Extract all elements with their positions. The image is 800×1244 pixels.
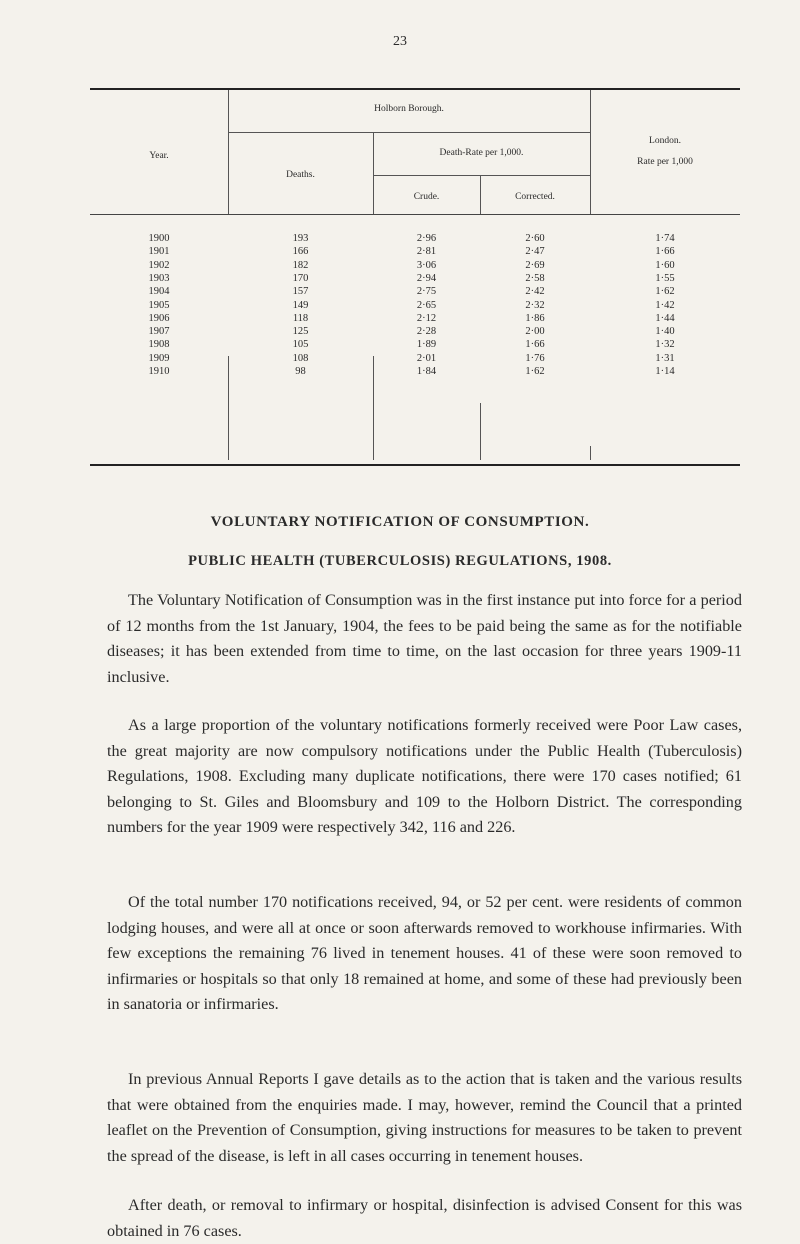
table-bottom-rule bbox=[90, 464, 740, 466]
header-london-rate: Rate per 1,000 bbox=[637, 157, 693, 167]
header-death-rate: Death-Rate per 1,000. bbox=[439, 148, 524, 158]
cell-deaths: 157 bbox=[292, 286, 309, 298]
cell-deaths: 98 bbox=[295, 366, 306, 377]
cell-london: 1·62 bbox=[655, 286, 675, 298]
header-deaths: Deaths. bbox=[286, 170, 315, 180]
header-divider-london bbox=[590, 90, 591, 214]
cell-london: 1·14 bbox=[655, 366, 675, 377]
cell-london: 1·60 bbox=[655, 259, 675, 271]
header-holborn: Holborn Borough. bbox=[374, 104, 444, 114]
header-bottom-rule bbox=[90, 214, 740, 215]
cell-crude: 2·94 bbox=[416, 272, 437, 284]
body-divider-london bbox=[590, 446, 591, 460]
cell-deaths: 105 bbox=[292, 339, 309, 351]
cell-crude: 3·06 bbox=[416, 259, 437, 271]
cell-corrected: 1·76 bbox=[525, 352, 545, 364]
page-number: 23 bbox=[393, 34, 407, 49]
cell-deaths: 149 bbox=[292, 299, 309, 311]
cell-year: 1900 bbox=[148, 233, 170, 244]
cell-corrected: 2·32 bbox=[525, 299, 545, 311]
cell-crude: 2·28 bbox=[416, 326, 437, 338]
header-crude: Crude. bbox=[413, 192, 440, 202]
cell-crude: 2·12 bbox=[416, 312, 437, 324]
header-year: Year. bbox=[149, 151, 169, 161]
cell-london: 1·44 bbox=[655, 312, 675, 324]
cell-corrected: 2·58 bbox=[525, 272, 545, 284]
cell-year: 1907 bbox=[148, 326, 170, 338]
cell-corrected: 2·69 bbox=[525, 259, 545, 271]
cell-corrected: 2·00 bbox=[525, 326, 545, 338]
cell-year: 1902 bbox=[148, 259, 170, 271]
mortality-table bbox=[90, 88, 740, 468]
cell-crude: 1·89 bbox=[416, 339, 437, 351]
cell-year: 1909 bbox=[148, 352, 170, 364]
cell-year: 1901 bbox=[148, 246, 170, 258]
cell-corrected: 2·60 bbox=[525, 233, 545, 244]
cell-year: 1910 bbox=[148, 366, 170, 377]
cell-corrected: 1·86 bbox=[525, 312, 545, 324]
cell-crude: 2·01 bbox=[416, 352, 437, 364]
cell-london: 1·66 bbox=[655, 246, 675, 258]
body-divider-corrected bbox=[480, 403, 481, 460]
cell-crude: 2·65 bbox=[416, 299, 437, 311]
cell-deaths: 182 bbox=[292, 259, 309, 271]
cell-london: 1·42 bbox=[655, 299, 675, 311]
cell-deaths: 118 bbox=[292, 312, 309, 324]
cell-london: 1·74 bbox=[655, 233, 675, 244]
section-heading: VOLUNTARY NOTIFICATION OF CONSUMPTION. bbox=[210, 514, 590, 530]
table-top-rule bbox=[90, 88, 740, 90]
cell-crude: 1·84 bbox=[416, 366, 437, 377]
cell-year: 1908 bbox=[148, 339, 170, 351]
cell-london: 1·31 bbox=[655, 352, 675, 364]
cell-crude: 2·75 bbox=[416, 286, 437, 298]
cell-deaths: 166 bbox=[292, 246, 309, 258]
cell-year: 1904 bbox=[148, 286, 170, 298]
section-subheading: PUBLIC HEALTH (TUBERCULOSIS) REGULATIONS, 1908. bbox=[188, 553, 612, 569]
cell-corrected: 2·47 bbox=[525, 246, 545, 258]
cell-london: 1·55 bbox=[655, 272, 675, 284]
cell-deaths: 170 bbox=[292, 272, 309, 284]
cell-london: 1·40 bbox=[655, 326, 675, 338]
holborn-underline bbox=[228, 132, 590, 133]
paragraph-5: After death, or removal to infirmary or hospital, disinfection is advised Consent for this was obtained in 76 cases. bbox=[107, 1196, 742, 1240]
paragraph-4: In previous Annual Reports I gave details as to the action that is taken and the various results that were obtained from the enquiries made. I may, however, remind the Council that a printed leaflet on the Prevention of Consumption, giving instructions for measures to be taken to prevent the spread of the disease, is left in all cases occurring in tenement houses. bbox=[107, 1070, 742, 1165]
cell-year: 1906 bbox=[148, 312, 170, 324]
cell-crude: 2·81 bbox=[416, 246, 437, 258]
paragraph-2: As a large proportion of the voluntary notifications formerly received were Poor Law cases, the great majority are now compulsory notifications under the Public Health (Tuberculosis) Regulations, 1908. Excluding many duplicate notifications, there were 170 cases notified; 61 belonging to St. Giles and Bloomsbury and 109 to the Holborn District. The corresponding numbers for the year 1909 were respectively 342, 116 and 226. bbox=[107, 716, 742, 836]
cell-deaths: 193 bbox=[292, 233, 309, 244]
cell-year: 1905 bbox=[148, 299, 170, 311]
paragraph-3: Of the total number 170 notifications received, 94, or 52 per cent. were residents of common lodging houses, and were all at once or soon afterwards removed to workhouse infirmaries. With few exceptions the remaining 76 lived in tenement houses. 41 of these were soon removed to infirmaries or hospitals so that only 18 remained at home, and some of these had previously been in sanatoria or infirmaries. bbox=[107, 893, 742, 1013]
cell-crude: 2·96 bbox=[416, 233, 437, 244]
death-rate-underline bbox=[373, 175, 590, 176]
header-corrected: Corrected. bbox=[515, 192, 555, 202]
cell-deaths: 125 bbox=[292, 326, 309, 338]
cell-corrected: 1·66 bbox=[525, 339, 545, 351]
cell-corrected: 2·42 bbox=[525, 286, 545, 298]
cell-year: 1903 bbox=[148, 272, 170, 284]
header-london: London. bbox=[649, 136, 681, 146]
cell-corrected: 1·62 bbox=[525, 366, 545, 377]
cell-london: 1·32 bbox=[655, 339, 675, 351]
cell-deaths: 108 bbox=[292, 352, 309, 364]
paragraph-1: The Voluntary Notification of Consumption was in the first instance put into force for a period of 12 months from the 1st January, 1904, the fees to be paid being the same as for the notifiable diseases; it has been extended from time to time, on the last occasion for three years 1909-11 inclusive. bbox=[107, 591, 742, 686]
